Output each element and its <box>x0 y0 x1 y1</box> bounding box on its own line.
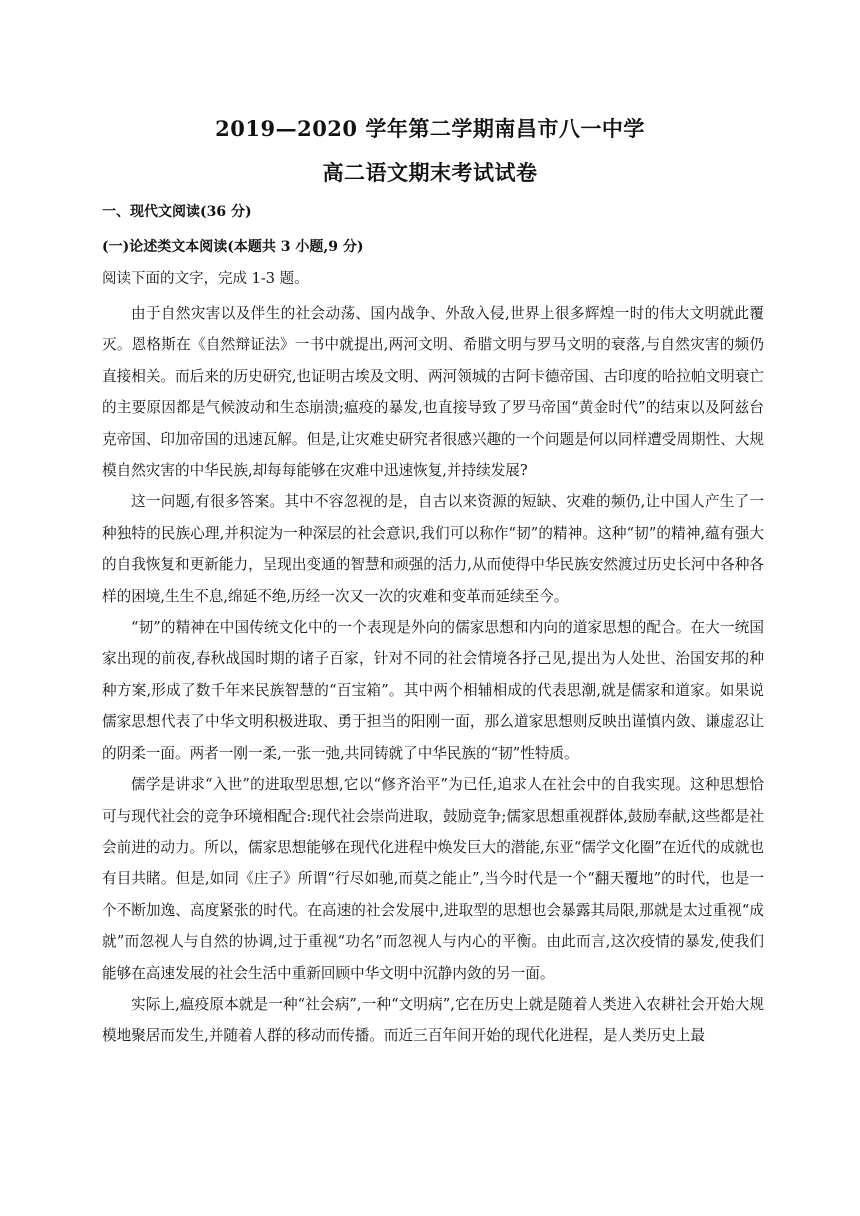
passage-body <box>102 298 764 1052</box>
passage-paragraph-1: 由于自然灾害以及伴生的社会动荡、国内战争、外敌入侵,世界上很多辉煌一时的伟大文明就此覆灭。恩格斯在《自然辩证法》一书中就提出,两河文明、希腊文明与罗马文明的衰落,与自然灾害的频仍直接相关。而后来的历史研究,也证明古埃及文明、两河领城的古阿卡德帝国、古印度的哈拉帕文明衰亡的主要原因都是气候波动和生态崩溃;瘟疫的暴发,也直接导致了罗马帝国“黄金时代”的结束以及阿兹台克帝国、印加帝国的迅速瓦解。但是,让灾难史研究者很感兴趣的一个问题是何以同样遭受周期性、大规模自然灾害的中华民族,却每每能够在灾难中迅速恢复,并持续发展? <box>102 305 764 480</box>
exam-title: 2019—2020 学年第二学期南昌市八一中学 <box>215 116 645 141</box>
passage-paragraph-4: 儒学是讲求“入世”的进取型思想,它以“修齐治平”为已任,追求人在社会中的自我实现。这种思想恰可与现代社会的竞争环境相配合:现代社会崇尚进取，鼓励竞争;儒家思想重视群体,鼓励奉献,这些都是社会前进的动力。所以，儒家思想能够在现代化进程中焕发巨大的潜能,东亚“儒学文化圈”在近代的成就也有目共睹。但是,如同《庄子》所谓“行尽如驰,而莫之能止”,当今时代是一个“翻天覆地”的时代，也是一个不断加逸、高度紧张的时代。在高速的社会发展中,进取型的思想也会暴露其局限,那就是太过重视“成就”而忽视人与自然的协调,过于重视“功名”而忽视人与内心的平衡。由此而言,这次疫情的暴发,使我们能够在高速发展的社会生活中重新回顾中华文明中沉静内敛的另一面。 <box>102 776 764 982</box>
passage-paragraph-5: 实际上,瘟疫原本就是一种“社会病”,一种“文明病”,它在历史上就是随着人类进入农耕社会开始大规模地聚居而发生,并随着人群的移动而传播。而近三百年间开始的现代化进程，是人类历史上最 <box>102 995 764 1045</box>
subsection-heading: (一)论述类文本阅读(本题共 3 小题,9 分) <box>102 239 364 255</box>
passage-paragraph-2: 这一问题,有很多答案。其中不容忽视的是，自古以来资源的短缺、灾难的频仍,让中国人产生了一种独特的民族心理,并积淀为一种深层的社会意识,我们可以称作“韧”的精神。这种“韧”的精神,蕴有强大的自我恢复和更新能力，呈现出变通的智慧和顽强的活力,从而使得中华民族安然渡过历史长河中各种各样的困境,生生不息,绵延不绝,历经一次又一次的灾难和变革而延续至今。 <box>102 493 764 605</box>
section-heading: 一、现代文阅读(36 分) <box>102 204 252 220</box>
reading-instruction: 阅读下面的文字，完成 1-3 题。 <box>102 271 309 287</box>
passage-paragraph-3: “韧”的精神在中国传统文化中的一个表现是外向的儒家思想和内向的道家思想的配合。在大一统国家出现的前夜,春秋战国时期的诸子百家，针对不同的社会情境各抒己见,提出为人处世、治国安邦的种种方案,形成了数千年来民族智慧的“百宝箱”。其中两个相辅相成的代表思潮,就是儒家和道家。如果说儒家思想代表了中华文明积极进取、勇于担当的阳刚一面，那么道家思想则反映出谨慎内敛、谦虚忍让的阴柔一面。两者一刚一柔,一张一弛,共同铸就了中华民族的“韧”性特质。 <box>102 619 764 762</box>
exam-subtitle: 高二语文期末考试试卷 <box>322 160 538 185</box>
